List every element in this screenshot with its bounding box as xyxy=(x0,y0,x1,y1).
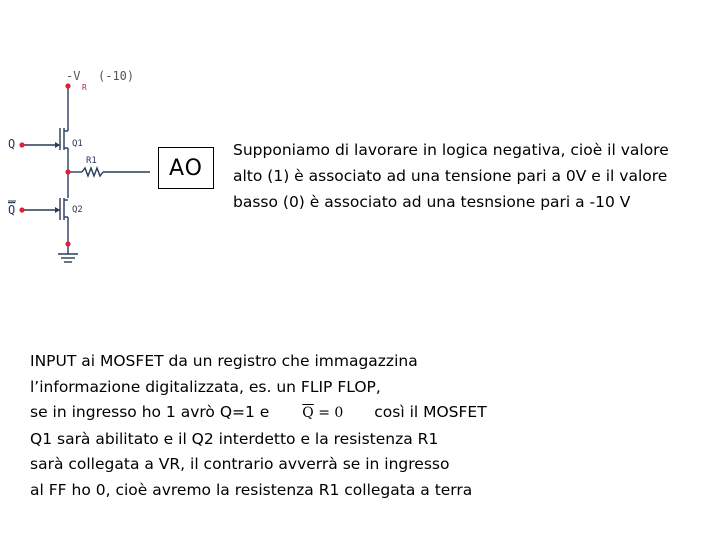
intro-line: alto (1) è associato ad una tensione pari a 0V e il valore xyxy=(233,167,668,185)
qbar-equals-zero-formula xyxy=(302,401,343,427)
body-line-part: se in ingresso ho 1 avrò Q=1 e xyxy=(30,403,270,421)
body-line: al FF ho 0, cioè avremo la resistenza R1 collegata a terra xyxy=(30,480,473,499)
q1-label: Q1 xyxy=(72,139,83,149)
body-line: l’informazione digitalizzata, es. un FLIP FLOP, xyxy=(30,377,381,396)
r1-label: R1 xyxy=(86,156,97,166)
ao-label: AO xyxy=(169,155,203,181)
explanation-paragraph xyxy=(30,349,510,503)
circuit-nodes xyxy=(19,83,70,246)
supply-value: (-10) xyxy=(98,69,135,83)
q2-gate-arrow xyxy=(55,207,60,213)
body-line-with-formula xyxy=(30,400,510,427)
body-line-part: così il MOSFET xyxy=(374,403,487,421)
intro-paragraph xyxy=(233,137,703,215)
qbar-input-label: Q xyxy=(8,203,16,217)
body-line: sarà collegata a VR, il contrario avverrà se in ingresso xyxy=(30,455,450,473)
supply-sub-label: R xyxy=(82,83,87,92)
q1-gate-arrow xyxy=(55,142,60,148)
supply-label: -V xyxy=(66,69,81,83)
q2-label: Q2 xyxy=(72,205,83,215)
intro-line: Supponiamo di lavorare in logica negativa, cioè il valore xyxy=(233,141,669,159)
intro-line: basso (0) è associato ad una tesnsione pari a -10 V xyxy=(233,193,631,211)
formula-equals-zero: = 0 xyxy=(318,405,344,421)
body-line: INPUT ai MOSFET da un registro che immagazzina xyxy=(30,352,418,370)
formula-qbar: $\overline{Q}$ xyxy=(302,405,314,421)
ao-box xyxy=(158,147,214,189)
circuit-wires xyxy=(22,86,150,262)
body-line: Q1 sarà abilitato e il Q2 interdetto e la resistenza R1 xyxy=(30,429,439,448)
q-input-label: Q xyxy=(8,137,16,151)
